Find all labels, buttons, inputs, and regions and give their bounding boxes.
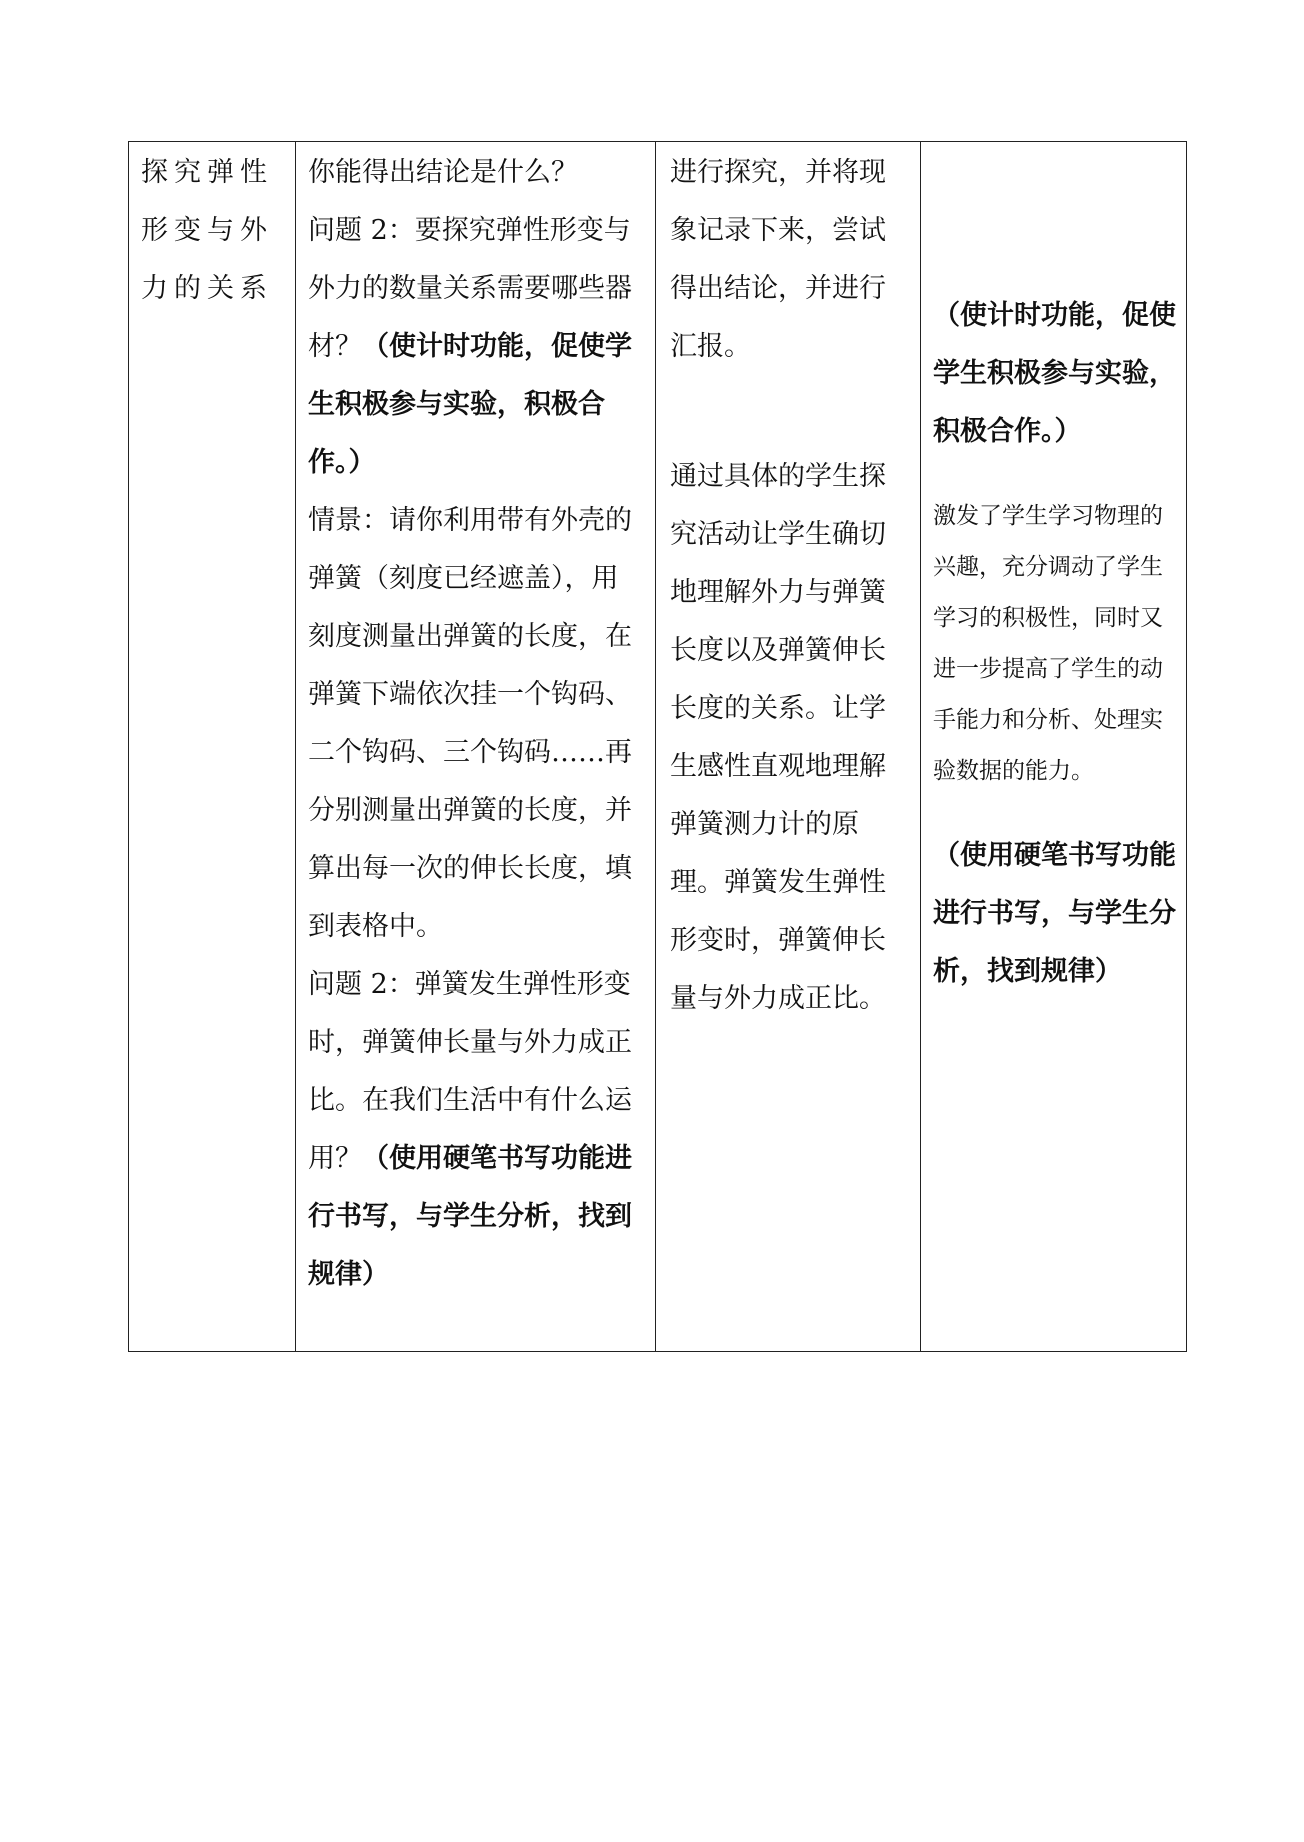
table-row xyxy=(129,142,1187,1352)
spacer xyxy=(933,797,1176,827)
scenario-text: 情景：请你利用带有外壳的弹簧（刻度已经遮盖），用刻度测量出弹簧的长度，在弹簧下端依次挂一个钩码、二个钩码、三个钩码……再分别测量出弹簧的长度，并算出每一次的伸长长度，填到表格中。 xyxy=(308,505,632,942)
topic-text: 探究弹性形变与外力的关系 xyxy=(141,157,273,304)
activity-purpose-text: 通过具体的学生探究活动让学生确切地理解外力与弹簧长度以及弹簧伸长长度的关系。让学生感性直观地理解弹簧测力计的原理。弹簧发生弹性形变时，弹簧伸长量与外力成正比。 xyxy=(670,461,886,1014)
question-application xyxy=(308,956,645,1304)
spacer xyxy=(933,142,1176,287)
question-application-text: 问题 2：弹簧发生弹性形变时，弹簧伸长量与外力成正比。在我们生活中有什么运用？ xyxy=(308,969,632,1174)
timer-function-intent: （使计时功能，促使学生积极参与实验，积极合作。） xyxy=(933,300,1176,447)
teacher-activity-cell xyxy=(296,142,656,1352)
lesson-plan-table xyxy=(128,141,1187,1352)
design-intent-cell xyxy=(921,142,1187,1352)
pen-writing-intent: （使用硬笔书写功能进行书写，与学生分析，找到规律） xyxy=(933,840,1176,987)
pen-writing-note: （使用硬笔书写功能进行书写，与学生分析，找到规律） xyxy=(308,1143,632,1290)
student-activity-text: 进行探究，并将现象记录下来，尝试得出结论，并进行汇报。 xyxy=(670,157,886,362)
design-intent-text: 激发了学生学习物理的兴趣，充分调动了学生学习的积极性，同时又进一步提高了学生的动手能力和分析、处理实验数据的能力。 xyxy=(933,503,1163,784)
topic-cell xyxy=(129,142,296,1352)
student-activity-cell xyxy=(656,142,921,1352)
spacer xyxy=(670,376,908,448)
question-equipment xyxy=(308,202,645,492)
timer-function-note: （使计时功能，促使学生积极参与实验，积极合作。） xyxy=(308,331,632,478)
spacer xyxy=(933,461,1176,491)
question-equipment-text: 问题 2：要探究弹性形变与外力的数量关系需要哪些器材？ xyxy=(308,215,632,362)
conclusion-question: 你能得出结论是什么？ xyxy=(308,157,578,188)
